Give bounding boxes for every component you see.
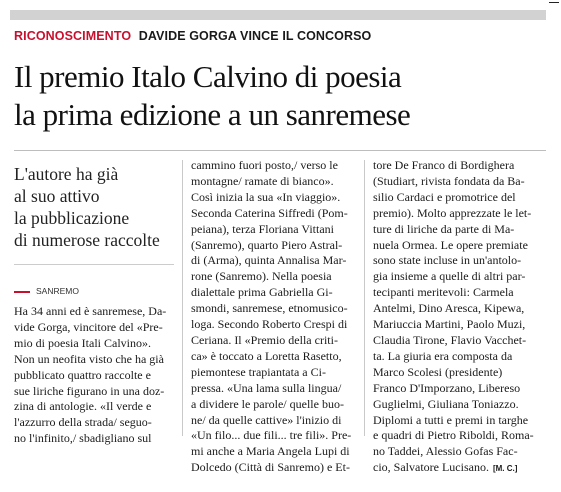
body-line: Diplomi a tutti e premi in targhe xyxy=(373,412,529,427)
body-line: e quadri di Pietro Riboldi, Roma- xyxy=(373,428,534,443)
body-line: Seconda Caterina Siffredi (Pom- xyxy=(191,205,348,220)
body-line: pubblicato quattro raccolte e xyxy=(14,367,151,382)
author-signature: [M. C.] xyxy=(492,464,518,474)
body-line: premio). Molto apprezzate le let- xyxy=(373,205,532,220)
body-line: (Sanremo), quarto Piero Astral- xyxy=(191,237,343,252)
headline-divider xyxy=(14,150,546,151)
kicker-section: RICONOSCIMENTO xyxy=(14,29,132,43)
body-line: no Taddei, Alessio Gofas Fac- xyxy=(373,444,518,459)
headline xyxy=(14,58,410,134)
body-line: sue liriche figurano in una doz- xyxy=(14,383,165,398)
body-line: sono state incluse in un'antolo- xyxy=(373,253,522,268)
body-line: ne/ da quelle cattive» l'inizio di xyxy=(191,412,342,427)
body-line: tecipanti meritevoli: Carmela xyxy=(373,285,514,300)
headline-line: Il premio Italo Calvino di poesia xyxy=(14,59,402,94)
body-line: tore De Franco di Bordighera xyxy=(373,158,515,172)
body-line: ta. La giuria era composta da xyxy=(373,348,513,363)
body-line: «Un filo... due fili... tre fili». Pre- xyxy=(191,428,352,443)
body-line: peiana), terza Floriana Vittani xyxy=(191,221,334,236)
body-line: vide Gorga, vincitore del «Pre- xyxy=(14,319,163,334)
body-line: cammino fuori posto,/ verso le xyxy=(191,158,338,172)
article-column-3 xyxy=(373,158,534,477)
body-line: a dividere le parole/ quelle buo- xyxy=(191,396,344,411)
headline-line: la prima edizione a un sanremese xyxy=(14,97,411,132)
body-line: Franco D'Imporzano, Libereso xyxy=(373,380,521,395)
body-line-last xyxy=(373,460,534,477)
standfirst-divider xyxy=(14,264,174,265)
body-line: Dolcedo (Città di Sanremo) e Et- xyxy=(191,460,350,475)
body-line: ca» è toccato a Loretta Rasetto, xyxy=(191,348,342,363)
top-banner-bar xyxy=(10,10,546,20)
body-line: nuela Ormea. Le opere premiate xyxy=(373,237,528,252)
body-line: di (Arma), quinta Annalisa Mar- xyxy=(191,253,347,268)
standfirst-line: al suo attivo xyxy=(14,186,100,206)
body-line: ture di liriche da parte di Ma- xyxy=(373,221,515,236)
body-line: dialettale prima Gabriella Gi- xyxy=(191,285,333,300)
body-line: loga. Secondo Roberto Crespi di xyxy=(191,317,348,332)
body-line: smondi, sanremese, etnomusico- xyxy=(191,301,348,316)
dateline-text: SANREMO xyxy=(36,286,79,296)
standfirst-line: di numerose raccolte xyxy=(14,230,160,250)
article-column-1 xyxy=(14,304,166,447)
body-line: Ha 34 anni ed è sanremese, Da- xyxy=(14,304,167,318)
body-line: Non un neofita visto che ha già xyxy=(14,351,164,366)
dateline-marker xyxy=(14,291,30,293)
standfirst xyxy=(14,163,174,251)
dateline xyxy=(14,286,79,296)
body-line: mi anche a Maria Angela Lupi di xyxy=(191,444,350,459)
standfirst-line: la pubblicazione xyxy=(14,208,130,228)
kicker-title: DAVIDE GORGA VINCE IL CONCORSO xyxy=(138,29,372,43)
corner-mark xyxy=(549,2,559,3)
body-line: l'azzurro della strada/ seguo- xyxy=(14,415,152,430)
body-line: silio Cardaci e promotrice del xyxy=(373,189,516,204)
body-line: no l'infinito,/ sbadigliano sul xyxy=(14,431,152,446)
column-divider xyxy=(364,160,365,436)
body-line: rone (Sanremo). Nella poesia xyxy=(191,269,332,284)
body-line: Ceriana. Il «Premio della criti- xyxy=(191,332,338,347)
body-line: (Studiart, rivista fondata da Ba- xyxy=(373,173,525,188)
body-line: Mariuccia Martini, Paolo Muzi, xyxy=(373,317,526,332)
body-line: Marco Scolesi (presidente) xyxy=(373,364,503,379)
body-line: zina di antologie. «Il verde e xyxy=(14,399,152,414)
column-divider xyxy=(182,160,183,436)
standfirst-line: L'autore ha già xyxy=(14,164,119,184)
body-line: Antelmi, Dino Aresca, Kipewa, xyxy=(373,301,525,316)
body-line: Claudia Tirone, Flavio Vacchet- xyxy=(373,332,527,347)
body-line: pressa. «Una lama sulla lingua/ xyxy=(191,380,342,395)
body-line: Così inizia la sua «In viaggio». xyxy=(191,189,341,204)
body-line: montagne/ ramate di bianco». xyxy=(191,173,334,188)
body-line: mio di poesia Itali Calvino». xyxy=(14,335,151,350)
body-line: gia insieme a quelle di altri par- xyxy=(373,269,526,284)
kicker xyxy=(14,29,371,43)
body-line: piemontese trapiantata a Ci- xyxy=(191,364,326,379)
body-line-text: cio, Salvatore Lucisano. xyxy=(373,460,489,475)
article-column-2 xyxy=(191,158,351,476)
body-line: Guglielmi, Giuliana Toniazzo. xyxy=(373,396,519,411)
